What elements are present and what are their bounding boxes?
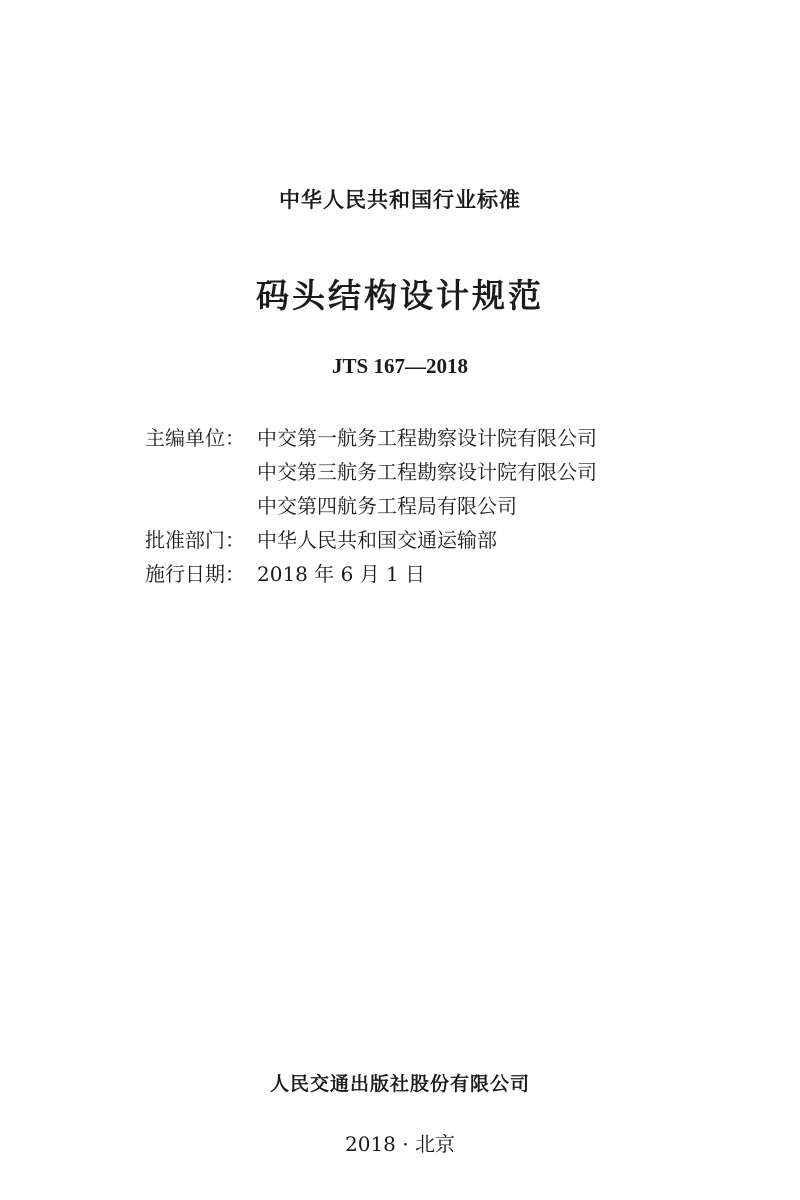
editor-item: 中交第四航务工程局有限公司 bbox=[257, 494, 517, 518]
publisher-name: 人民交通出版社股份有限公司 bbox=[269, 1073, 530, 1095]
effective-row bbox=[145, 557, 705, 591]
effective-label: 施行日期： bbox=[145, 562, 245, 586]
publication-date-place: 2018 · 北京 bbox=[345, 1132, 455, 1156]
approved-by: 中华人民共和国交通运输部 bbox=[257, 528, 497, 552]
document-info bbox=[145, 421, 705, 591]
document-title: 码头结构设计规范 bbox=[256, 276, 544, 315]
approved-label: 批准部门： bbox=[145, 528, 245, 552]
effective-date: 2018 年 6 月 1 日 bbox=[257, 562, 426, 586]
series-title: 中华人民共和国行业标准 bbox=[279, 188, 521, 212]
editor-item: 中交第三航务工程勘察设计院有限公司 bbox=[257, 460, 597, 484]
approved-row bbox=[145, 523, 705, 557]
editors-list bbox=[257, 421, 597, 523]
editors-label: 主编单位： bbox=[145, 426, 245, 450]
editors-row bbox=[145, 421, 705, 523]
editor-item: 中交第一航务工程勘察设计院有限公司 bbox=[257, 426, 597, 450]
standard-code: JTS 167—2018 bbox=[332, 354, 468, 378]
